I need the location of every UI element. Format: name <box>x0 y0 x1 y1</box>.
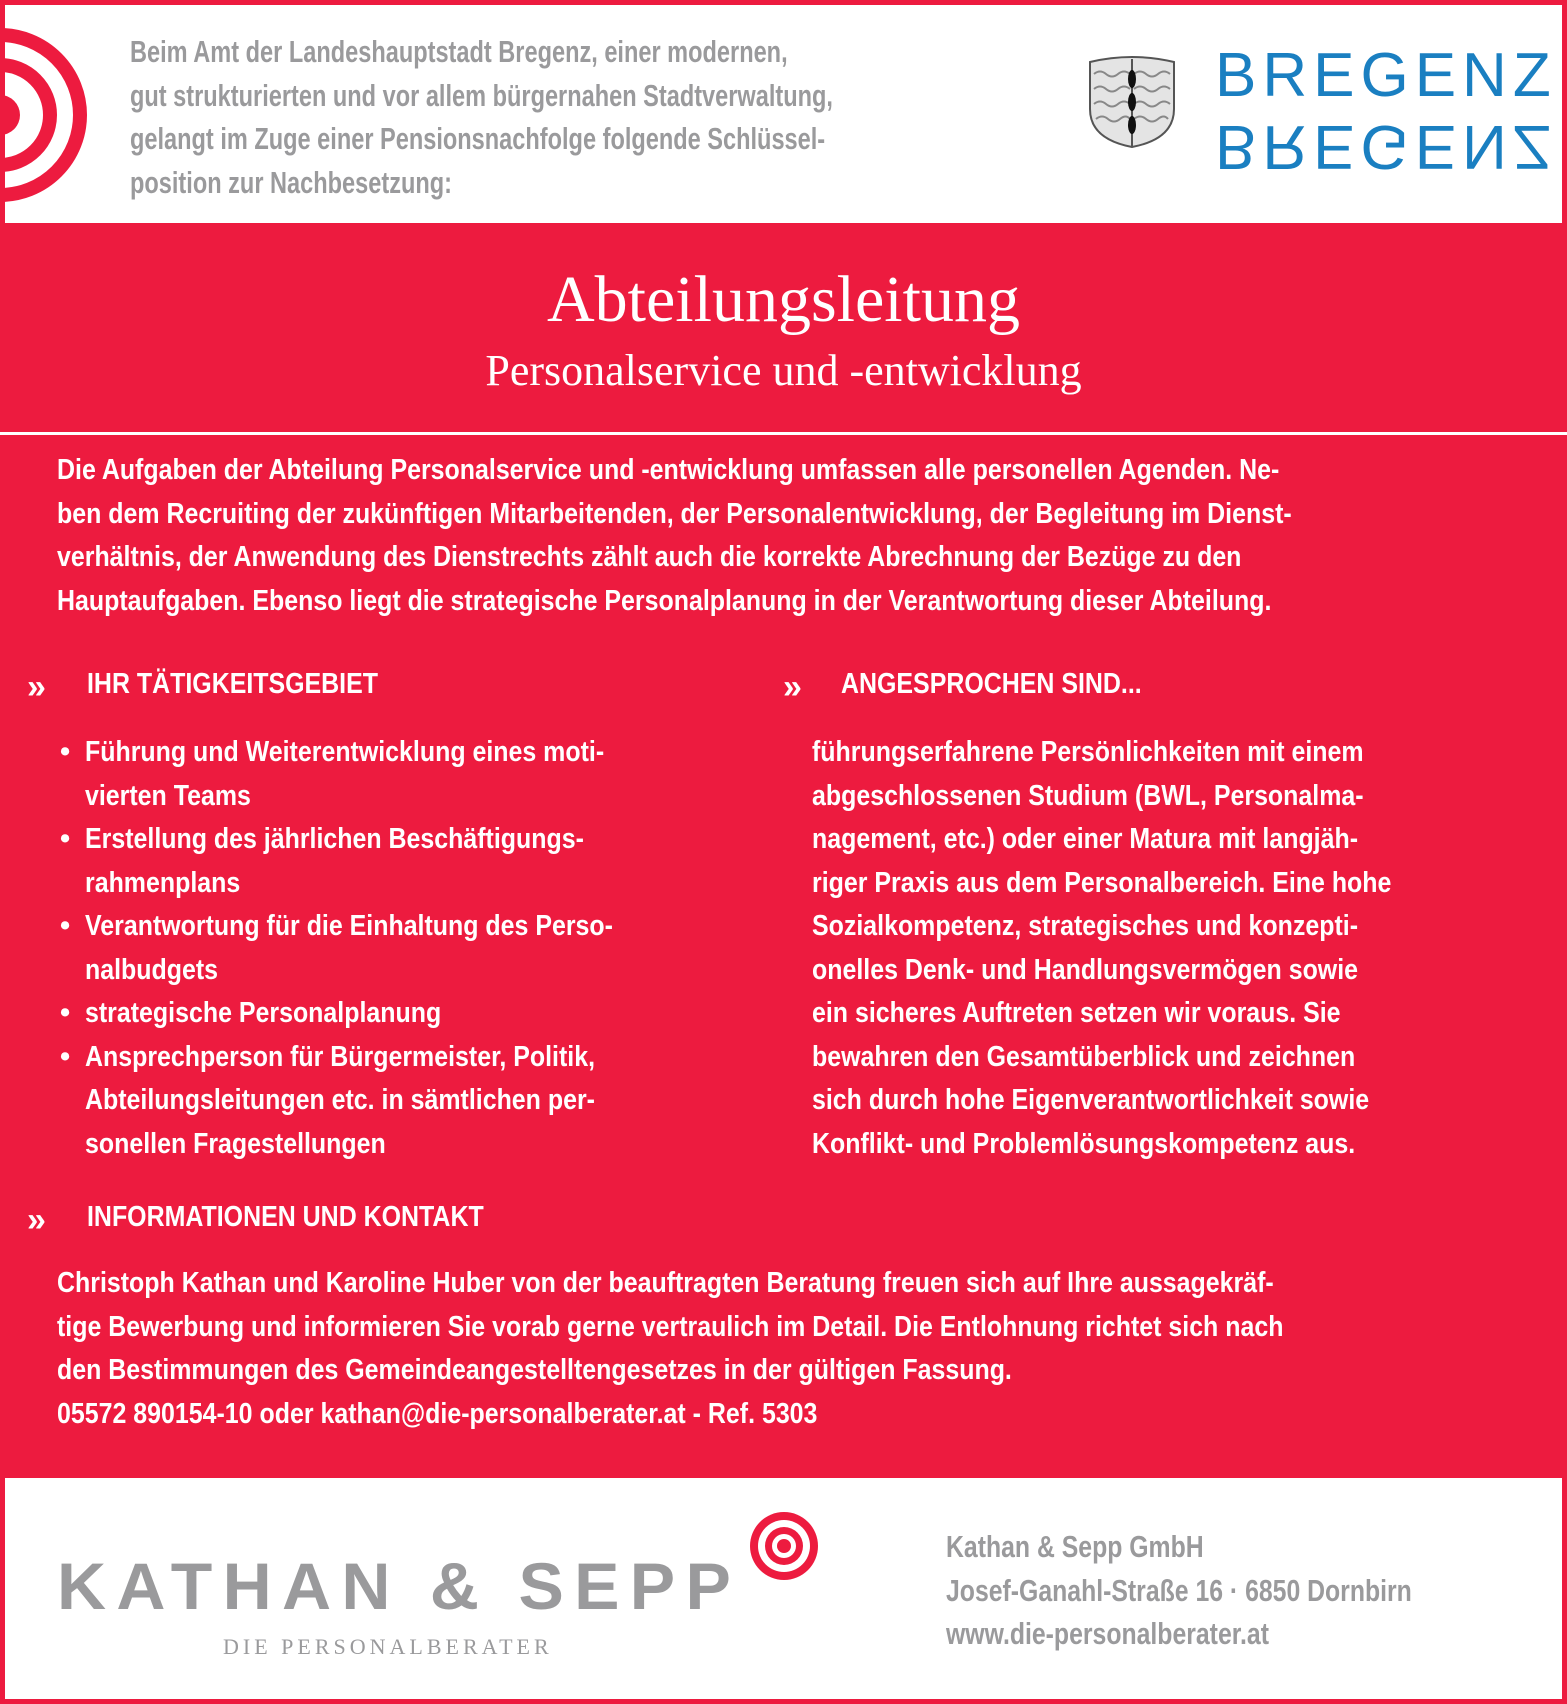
list-item-text: Verantwortung für die Einhaltung des Perso- nalbudgets <box>85 910 613 986</box>
bregenz-crest-icon <box>1082 54 1182 149</box>
chevron-icon: » <box>27 1201 46 1239</box>
bullet-icon: • <box>60 736 71 768</box>
bregenz-logo-text: BREGENZ <box>1215 41 1557 110</box>
list-item-text: Ansprechperson für Bürgermeister, Politik, Abteilungsleitungen etc. in sämtlichen per- sonellen Fragestellungen <box>85 1040 596 1160</box>
bullet-icon: • <box>60 823 71 855</box>
bullet-icon: • <box>60 997 71 1029</box>
kathan-sepp-logo: KATHAN & SEPP <box>57 1549 742 1623</box>
list-item <box>60 731 760 818</box>
intro-text: Beim Amt der Landeshauptstadt Bregenz, einer modernen, gut strukturierten und vor allem bürgernahen Stadtverwaltung, gelangt im Zuge einer Pensionsnachfolge folgende Schlüssel- position zur Nachbesetzung: <box>130 34 833 200</box>
tasks-list <box>60 731 760 1166</box>
bullet-icon: • <box>60 1040 71 1073</box>
profile-text: führungserfahrene Persönlichkeiten mit einem abgeschlossenen Studium (BWL, Personalma- nagement, etc.) oder einer Matura mit langjäh- riger Praxis aus dem Personalbereich. Eine hohe Sozialkompetenz, strategisches und konzepti- onelles Denk- und Handlungsvermögen sowie ein sicheres Auftreten setzen wir voraus. Sie bewahren den Gesamtüberblick und zeichnen sich durch hohe Eigenverantwortlichkeit sowie Konflikt- und Problemlösungskompetenz aus. <box>812 736 1392 1160</box>
chevron-icon: » <box>783 668 802 706</box>
header-box <box>5 5 1562 223</box>
profile-heading: ANGESPROCHEN SIND... <box>841 668 1142 700</box>
contact-text: Christoph Kathan und Karoline Huber von der beauftragten Beratung freuen sich auf Ihre aussagekräf- tige Bewerbung und informieren Sie vorab gerne vertraulich im Detail. Die Entlohnung richtet sich nach den Bestimmungen des Gemeindeangestelltengesetzes in der gültigen Fassung. 05572 890154-10 oder kathan@die-personalberater.at - Ref. 5303 <box>57 1267 1284 1430</box>
list-item <box>60 818 760 905</box>
company-address: Kathan & Sepp GmbH Josef-Ganahl-Straße 16 · 6850 Dornbirn www.die-personalberater.at <box>946 1529 1412 1651</box>
contact-heading: INFORMATIONEN UND KONTAKT <box>87 1201 484 1233</box>
bullet-icon: • <box>60 910 71 942</box>
list-item-text: strategische Personalplanung <box>85 997 442 1029</box>
job-title: Abteilungsleitung <box>547 263 1020 336</box>
target-icon <box>746 1508 822 1584</box>
tasks-heading: IHR TÄTIGKEITSGEBIET <box>87 668 378 700</box>
chevron-icon: » <box>27 668 46 706</box>
list-item <box>60 905 760 992</box>
tagline: DIE PERSONALBERATER <box>223 1634 553 1659</box>
divider <box>0 432 1567 435</box>
list-item <box>60 992 760 1036</box>
list-item-text: Erstellung des jährlichen Beschäftigungs- rahmenplans <box>85 823 584 899</box>
list-item <box>60 1036 760 1167</box>
description: Die Aufgaben der Abteilung Personalservice und -entwicklung umfassen alle personellen Agenden. Ne- ben dem Recruiting der zukünftigen Mitarbeitenden, der Personalentwicklung, der Begleitung im Dienst- verhältnis, der Anwendung des Dienstrechts zählt auch die korrekte Abrechnung der Bezüge zu den Hauptaufgaben. Ebenso liegt die strategische Personalplanung in der Verantwortung dieser Abteilung. <box>57 454 1292 617</box>
bregenz-logo-reflection: BREGENZ <box>1215 112 1557 181</box>
bregenz-logo <box>1215 41 1557 181</box>
target-icon <box>5 5 100 223</box>
job-subtitle: Personalservice und -entwicklung <box>485 346 1082 395</box>
list-item-text: Führung und Weiterentwicklung eines moti- vierten Teams <box>85 736 605 812</box>
